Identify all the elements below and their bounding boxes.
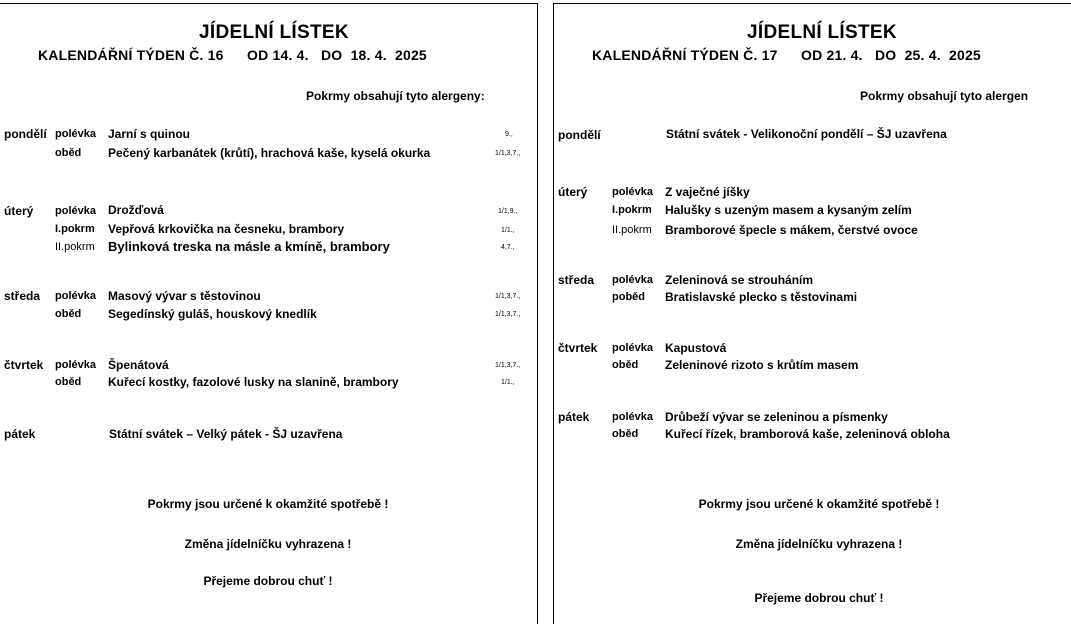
dish-category: II.pokrm	[55, 241, 95, 253]
date-range: OD 14. 4. DO 18. 4. 2025	[247, 47, 427, 63]
dish-name: Vepřová krkovička na česneku, brambory	[108, 222, 345, 236]
allergen-codes: 1/1,3,7.,	[495, 311, 521, 318]
dish-name: Kuřecí kostky, fazolové lusky na slanině, brambory	[108, 375, 399, 389]
dish-name: Zeleninová se strouháním	[665, 273, 814, 287]
dish-category: oběd	[55, 147, 82, 159]
day-name: středa	[4, 289, 41, 303]
dish-name: Zeleninové rizoto s krůtím masem	[665, 358, 859, 372]
dish-name: Halušky s uzeným masem a kysaným zelím	[665, 203, 912, 217]
day-name: úterý	[558, 185, 588, 199]
day-name: úterý	[4, 204, 34, 218]
day-name: čtvrtek	[4, 358, 44, 372]
dish-name: Kapustová	[665, 341, 727, 355]
date-range: OD 21. 4. DO 25. 4. 2025	[801, 47, 981, 63]
dish-name: Bylinková treska na másle a kmíně, brambory	[108, 239, 390, 254]
dish-name: Špenátová	[108, 358, 169, 372]
dish-name: Segedínský guláš, houskový knedlík	[108, 307, 317, 321]
holiday-notice: Státní svátek – Velký pátek - ŠJ uzavřena	[109, 427, 343, 441]
dish-name: Kuřecí řízek, bramborová kaše, zeleninová obloha	[665, 427, 950, 441]
dish-name: Z vaječné jíšky	[665, 185, 750, 199]
allergen-codes: 1/1,3,7.,	[495, 150, 521, 157]
day-name: pátek	[4, 427, 36, 441]
allergen-codes: 1/1,3,7.,	[495, 293, 521, 300]
allergen-codes: 1/1,3,7.,	[495, 362, 521, 369]
allergen-header: Pokrmy obsahují tyto alergen	[860, 89, 1029, 103]
dish-name: Pečený karbanátek (krůtí), hrachová kaše, kyselá okurka	[108, 146, 431, 160]
allergen-codes: 1/1.,	[501, 227, 515, 234]
dish-category: I.pokrm	[612, 204, 652, 216]
dish-category: polévka	[612, 342, 653, 354]
day-name: pondělí	[4, 127, 47, 141]
dish-category: polévka	[55, 128, 96, 140]
day-name: čtvrtek	[558, 341, 598, 355]
dish-name: Drožďová	[108, 203, 164, 217]
dish-category: polévka	[612, 186, 653, 198]
dish-category: polévka	[55, 205, 96, 217]
day-name: pondělí	[558, 128, 601, 142]
week-label: KALENDÁŘNÍ TÝDEN Č. 16	[38, 47, 224, 63]
footer-note: Přejeme dobrou chuť !	[754, 591, 884, 605]
dish-name: Bramborové špecle s mákem, čerstvé ovoce	[665, 223, 918, 237]
dish-category: oběd	[612, 359, 639, 371]
allergen-codes: 9.,	[505, 131, 513, 138]
page-title: JÍDELNÍ LÍSTEK	[199, 22, 349, 43]
dish-category: II.pokrm	[612, 224, 652, 236]
dish-category: polévka	[612, 274, 653, 286]
allergen-codes: 1/1,9.,	[498, 208, 518, 215]
footer-note: Pokrmy jsou určené k okamžité spotřebě !	[698, 497, 940, 511]
footer-note: Změna jídelníčku vyhrazena !	[735, 537, 903, 551]
page-title: JÍDELNÍ LÍSTEK	[747, 22, 897, 43]
allergen-codes: 1/1.,	[501, 379, 515, 386]
dish-category: I.pokrm	[55, 223, 95, 235]
dish-name: Masový vývar s těstovinou	[108, 289, 261, 303]
dish-category: oběd	[612, 428, 639, 440]
footer-note: Pokrmy jsou určené k okamžité spotřebě !	[147, 497, 389, 511]
dish-category: poběd	[612, 291, 645, 303]
menu-page-week-16	[0, 3, 538, 624]
week-label: KALENDÁŘNÍ TÝDEN Č. 17	[592, 47, 778, 63]
dish-category: polévka	[55, 290, 96, 302]
day-name: pátek	[558, 410, 590, 424]
footer-note: Změna jídelníčku vyhrazena !	[184, 537, 352, 551]
dish-category: polévka	[612, 411, 653, 423]
dish-category: polévka	[55, 359, 96, 371]
dish-name: Bratislavské plecko s těstovinami	[665, 290, 858, 304]
dish-category: oběd	[55, 308, 82, 320]
menu-page-week-17	[553, 3, 1071, 624]
day-name: středa	[558, 273, 595, 287]
dish-category: oběd	[55, 376, 82, 388]
allergen-codes: 4,7.,	[501, 244, 515, 251]
dish-name: Drůbeží vývar se zeleninou a písmenky	[665, 410, 888, 424]
holiday-notice: Státní svátek - Velikonoční pondělí – ŠJ uzavřena	[666, 127, 947, 141]
dish-name: Jarní s quinou	[108, 127, 191, 141]
footer-note: Přejeme dobrou chuť !	[203, 574, 333, 588]
allergen-header: Pokrmy obsahují tyto alergeny:	[306, 89, 485, 103]
